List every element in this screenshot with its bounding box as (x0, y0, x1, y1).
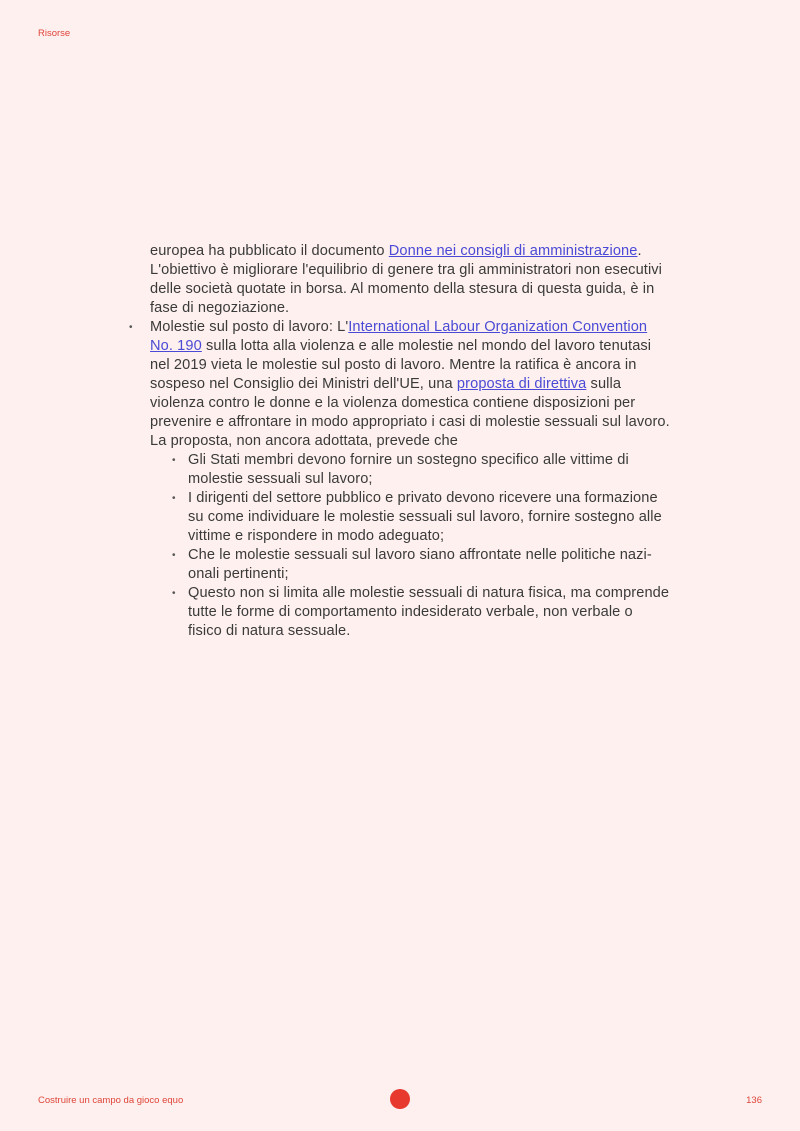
list-item: • Questo non si limita alle molestie sessuali di natura fisica, ma comprende tutte le forme di comportamento indesiderato verbale, non verbale o fisico di natura sessuale. (188, 584, 670, 641)
bullet-list (150, 318, 670, 641)
intro-text-continued: . L'obiettivo è migliorare l'equilibrio di genere tra gli amministratori non esecutivi delle società quotate in borsa. Al momento della stesura di questa guida, è in fase di negoziazione. (150, 243, 663, 316)
list-item (150, 318, 670, 641)
page-number: 136 (746, 1095, 762, 1106)
list-item: • Gli Stati membri devono fornire un sostegno specifico alle vittime di molestie sessuali sul lavoro; (188, 451, 670, 489)
ilo-convention-link[interactable]: International Labour Organization Convention No. 190 (150, 319, 648, 354)
sub-bullet-list (150, 451, 670, 641)
list-item: • Che le molestie sessuali sul lavoro siano affrontate nelle politiche nazionali pertinenti; (188, 546, 670, 584)
running-header: Risorse (38, 28, 71, 39)
body-text (150, 242, 670, 641)
intro-text: europea ha pubblicato il documento (150, 243, 389, 259)
women-on-boards-link[interactable]: Donne nei consigli di amministrazione (388, 243, 638, 259)
bullet-text-continued: sulla lotta alla violenza e alle molestie nel mondo del lavoro tenutasi nel 2019 vieta le molestie sul posto di lavoro. Mentre la ratifica è ancora in sospeso nel Consiglio dei Ministri dell'UE, una (150, 338, 652, 392)
list-item: • I dirigenti del settore pubblico e privato devono ricevere una formazione su come individuare le molestie sessuali sul lavoro, fornire sostegno alle vittime e rispondere in modo adeguato; (188, 489, 670, 546)
directive-proposal-link[interactable]: proposta di direttiva (456, 376, 587, 392)
bullet-text: Molestie sul posto di lavoro: L' (150, 319, 349, 335)
intro-paragraph (150, 242, 670, 318)
footer-title: Costruire un campo da gioco equo (38, 1095, 184, 1106)
decorative-dot (390, 1089, 410, 1109)
bullet-text-end: sulla violenza contro le donne e la violenza domestica contiene disposizioni per prevenire e affrontare in modo appropriato i casi di molestie sessuali sul lavoro. La proposta, non ancora adottata, prevede che (150, 376, 670, 449)
